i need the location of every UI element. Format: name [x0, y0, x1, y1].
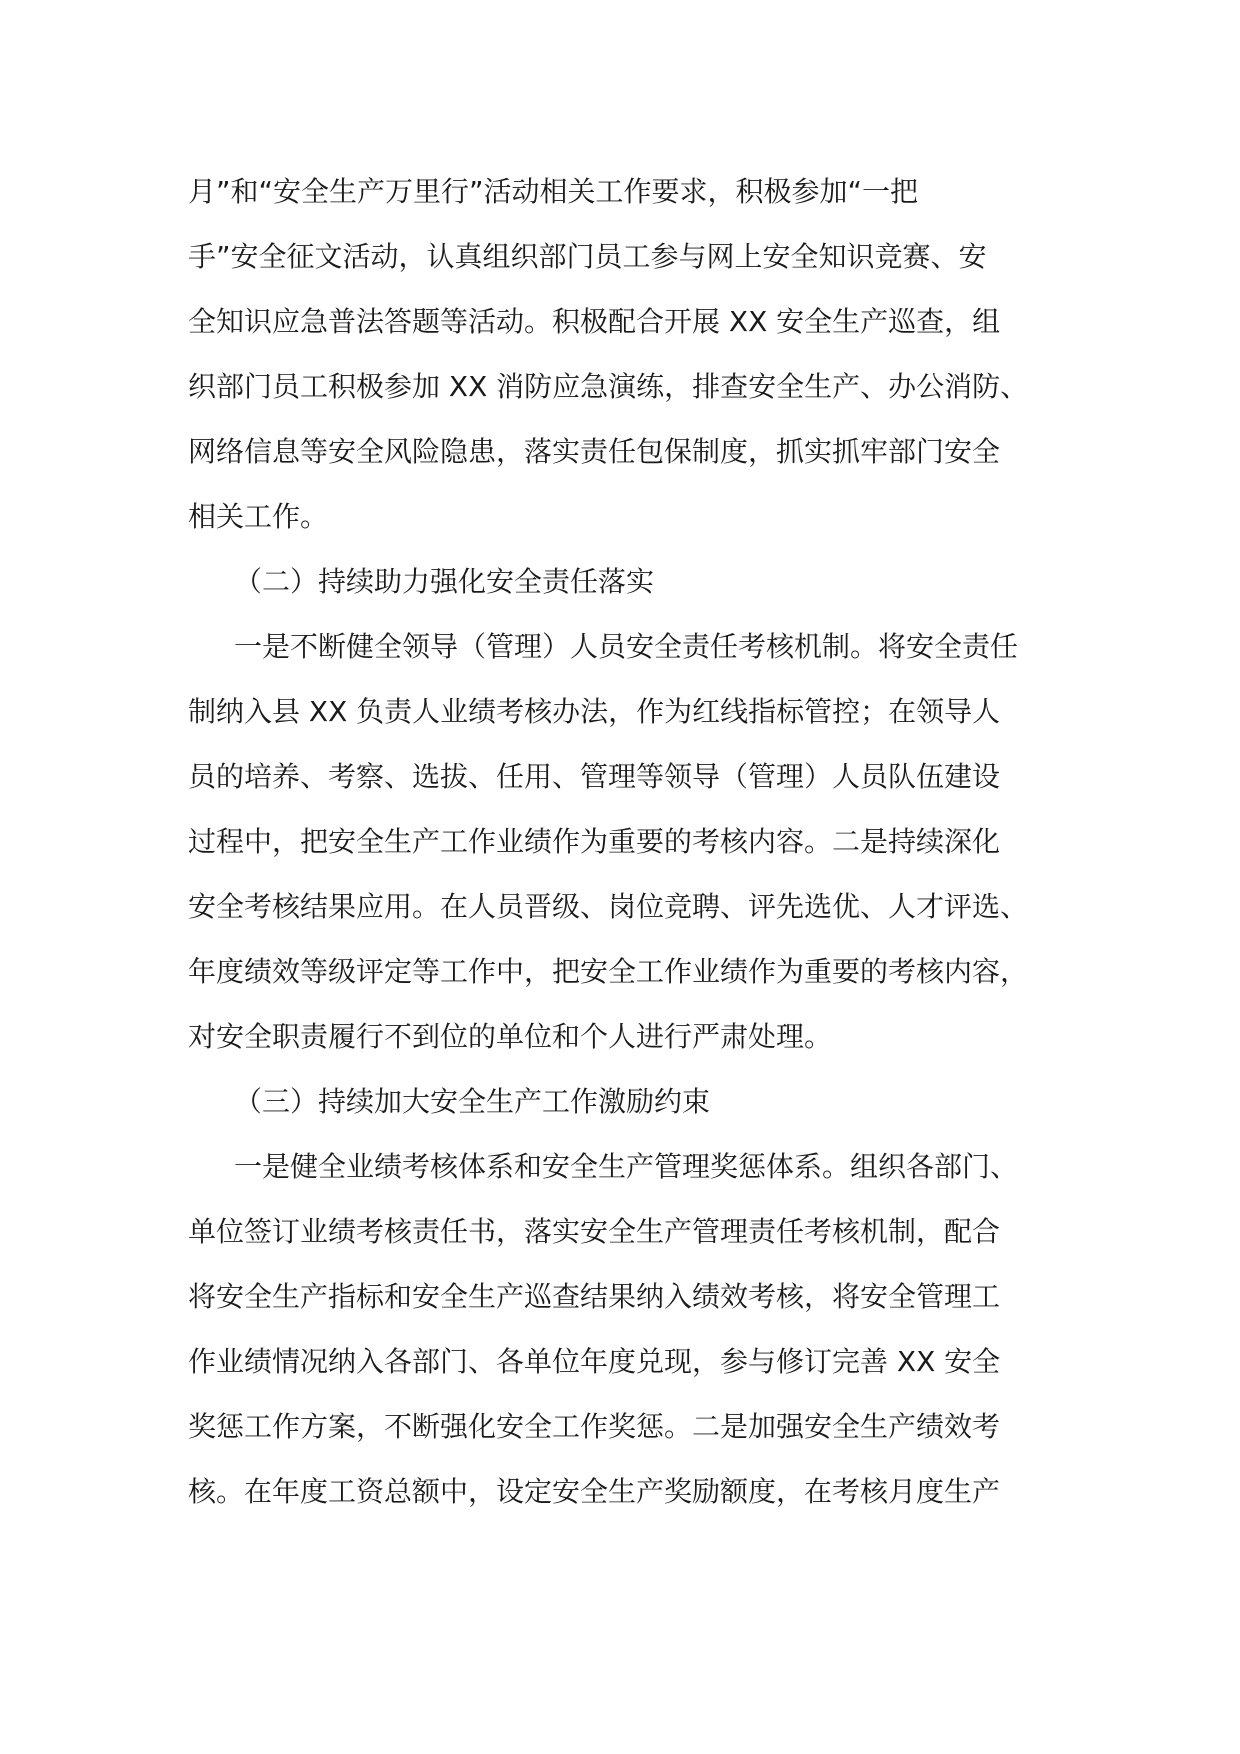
- text-line: 全知识应急普法答题等活动。积极配合开展 XX 安全生产巡查，组: [188, 305, 1001, 338]
- text-line: 安全考核结果应用。在人员晋级、岗位竞聘、评先选优、人才评选、: [188, 890, 1029, 923]
- document-body: [188, 174, 1068, 1539]
- text-line: 一是健全业绩考核体系和安全生产管理奖惩体系。组织各部门、: [234, 1150, 1019, 1183]
- paragraph-incentives: [188, 1149, 1068, 1539]
- text-line: 作业绩情况纳入各部门、各单位年度兑现，参与修订完善 XX 安全: [188, 1345, 1001, 1378]
- text-line: 奖惩工作方案，不断强化安全工作奖惩。二是加强安全生产绩效考: [188, 1410, 1001, 1443]
- text-line: 制纳入县 XX 负责人业绩考核办法，作为红线指标管控；在领导人: [188, 695, 1001, 728]
- text-line: 织部门员工积极参加 XX 消防应急演练，排查安全生产、办公消防、: [188, 370, 1029, 403]
- text-line: 核。在年度工资总额中，设定安全生产奖励额度，在考核月度生产: [188, 1475, 1001, 1508]
- paragraph-responsibility: [188, 629, 1068, 1084]
- text-line: 相关工作。: [188, 500, 329, 533]
- text-line: 年度绩效等级评定等工作中，把安全工作业绩作为重要的考核内容，: [188, 955, 1029, 988]
- section-heading-3: （三）持续加大安全生产工作激励约束: [234, 1085, 711, 1118]
- text-line: 手”安全征文活动，认真组织部门员工参与网上安全知识竞赛、安: [188, 240, 987, 273]
- text-line: 网络信息等安全风险隐患，落实责任包保制度，抓实抓牢部门安全: [188, 435, 1001, 468]
- text-line: 单位签订业绩考核责任书，落实安全生产管理责任考核机制，配合: [188, 1215, 1001, 1248]
- text-line: 将安全生产指标和安全生产巡查结果纳入绩效考核，将安全管理工: [188, 1280, 1001, 1313]
- section-heading-2: （二）持续助力强化安全责任落实: [234, 565, 655, 598]
- text-line: 对安全职责履行不到位的单位和个人进行严肃处理。: [188, 1020, 833, 1053]
- text-line: 月”和“安全生产万里行”活动相关工作要求，积极参加“一把: [188, 175, 919, 208]
- text-line: 过程中，把安全生产工作业绩作为重要的考核内容。二是持续深化: [188, 825, 1001, 858]
- paragraph-activities: [188, 174, 1068, 564]
- text-line: 一是不断健全领导（管理）人员安全责任考核机制。将安全责任: [234, 630, 1019, 663]
- text-line: 员的培养、考察、选拔、任用、管理等领导（管理）人员队伍建设: [188, 760, 1001, 793]
